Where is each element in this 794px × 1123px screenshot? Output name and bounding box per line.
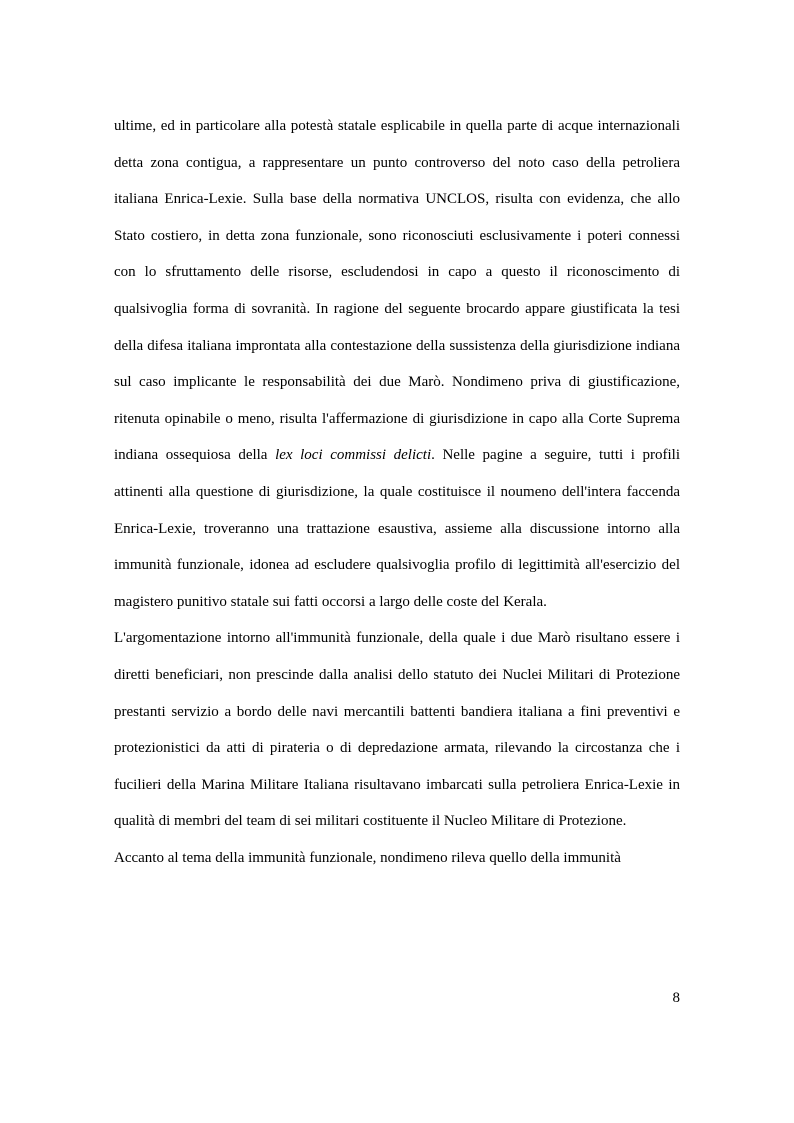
paragraph-1-part-1: ultime, ed in particolare alla potestà statale esplicabile in quella parte di acque internazionali detta zona contigua, a rappresentare un punto controverso del noto caso della petroliera italiana Enrica-Lexie. Sulla base della normativa UNCLOS, risulta con evidenza, che allo Stato costiero, in detta zona funzionale, sono riconosciuti esclusivamente i poteri connessi con lo sfruttamento delle risorse, escludendosi in capo a questo il riconoscimento di qualsivoglia forma di sovranità. In ragione del seguente brocardo appare giustificata la tesi della difesa italiana improntata alla contestazione della sussistenza della giurisdizione indiana sul caso implicante le responsabilità dei due Marò. Nondimeno priva di giustificazione, ritenuta opinabile o meno, risulta l'affermazione di giurisdizione in capo alla Corte Suprema indiana ossequiosa della <box>114 118 680 464</box>
paragraph-1 <box>114 108 680 620</box>
paragraph-3: Accanto al tema della immunità funzionale, nondimeno rileva quello della immunità <box>114 849 621 866</box>
page-number: 8 <box>672 990 680 1006</box>
paragraph-1-part-2: . Nelle pagine a seguire, tutti i profili attinenti alla questione di giurisdizione, la quale costituisce il noumeno dell'intera faccenda Enrica-Lexie, troveranno una trattazione esaustiva, assieme alla discussione intorno alla immunità funzionale, idonea ad escludere qualsivoglia profilo di legittimità all'esercizio del magistero punitivo statale sui fatti occorsi a largo delle coste del Kerala. <box>114 447 680 610</box>
body-text <box>114 108 680 876</box>
paragraph-1-italic-phrase: lex loci commissi delicti <box>275 447 432 464</box>
paragraph-2: L'argomentazione intorno all'immunità funzionale, della quale i due Marò risultano essere i diretti beneficiari, non prescinde dalla analisi dello statuto dei Nuclei Militari di Protezione prestanti servizio a bordo delle navi mercantili battenti bandiera italiana a fini preventivi e protezionistici da atti di pirateria o di depredazione armata, rilevando la circostanza che i fucilieri della Marina Militare Italiana risultavano imbarcati sulla petroliera Enrica-Lexie in qualità di membri del team di sei militari costituente il Nucleo Militare di Protezione. <box>114 630 680 830</box>
